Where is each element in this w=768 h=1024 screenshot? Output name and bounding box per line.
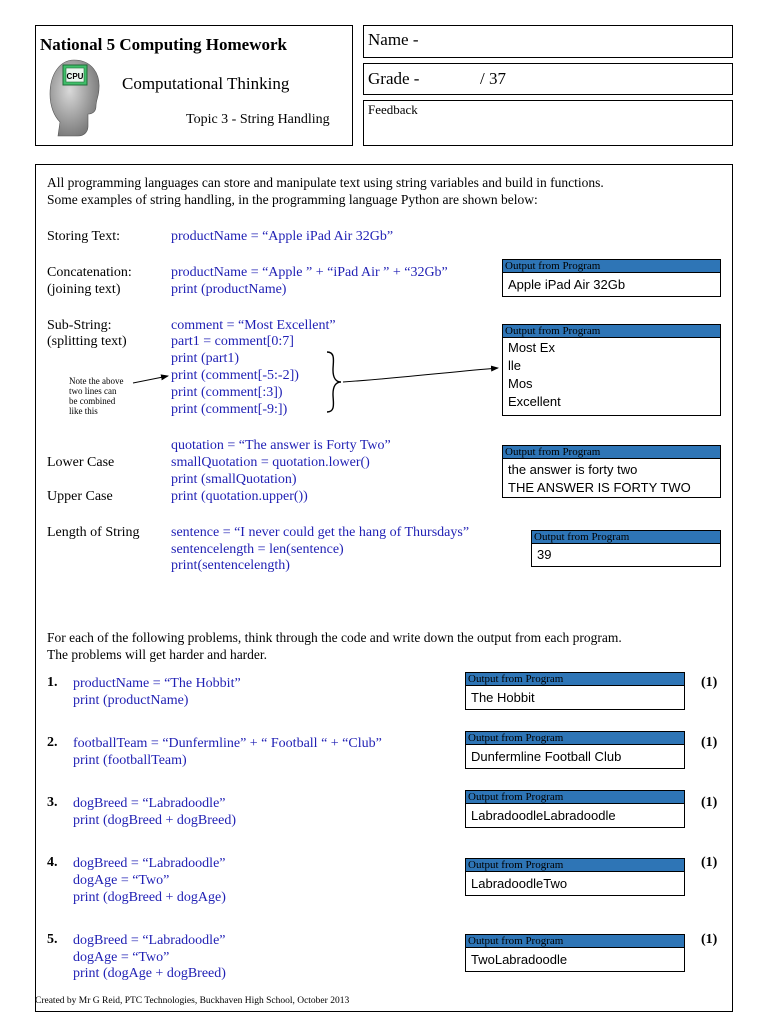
page-subtitle: Computational Thinking: [122, 74, 290, 93]
output-line: the answer is forty two: [508, 462, 638, 477]
problem-answer: Dunfermline Football Club: [471, 749, 622, 764]
output-header: Output from Program: [466, 732, 684, 745]
output-header: Output from Program: [466, 791, 684, 804]
problem-code-line: dogBreed = “Labradoodle”: [73, 856, 226, 871]
output-line: Excellent: [508, 394, 561, 409]
problems-intro-2: The problems will get harder and harder.: [47, 647, 268, 662]
note-line: be combined: [69, 396, 116, 406]
case-code-line: print (smallQuotation): [171, 472, 297, 487]
problem-marks: (1): [701, 855, 718, 870]
problem-code-line: dogAge = “Two”: [73, 950, 170, 965]
output-header: Output from Program: [503, 260, 720, 273]
case-code-line: quotation = “The answer is Forty Two”: [171, 438, 391, 453]
substring-code-line: print (comment[-5:-2]): [171, 368, 299, 383]
note-arrow: [133, 376, 168, 383]
problem-code-line: print (dogBreed + dogAge): [73, 890, 226, 905]
note-line: like this: [69, 406, 98, 416]
case-output-box: [502, 445, 721, 498]
substring-output-box: [502, 324, 721, 416]
length-code-line: sentence = “I never could get the hang of Thursdays”: [171, 525, 470, 540]
substring-code-line: print (comment[:3]): [171, 385, 283, 400]
topic-label: Topic 3 - String Handling: [186, 112, 330, 127]
output-header: Output from Program: [503, 446, 720, 459]
output-header: Output from Program: [503, 325, 720, 338]
length-label: Length of String: [47, 525, 140, 540]
intro-line-2: Some examples of string handling, in the programming language Python are shown below:: [47, 192, 538, 207]
output-header: Output from Program: [466, 859, 684, 872]
note-line: two lines can: [69, 386, 117, 396]
brace-icon: [327, 352, 341, 412]
problem-marks: (1): [701, 735, 718, 750]
problem-number: 4.: [47, 855, 58, 870]
cpu-label: CPU: [66, 72, 84, 81]
note-line: Note the above: [69, 376, 124, 386]
problem-answer: LabradoodleTwo: [471, 876, 568, 891]
substring-label: Sub-String:: [47, 318, 112, 333]
problem-answer-box[interactable]: [465, 672, 685, 710]
problem-code-line: dogBreed = “Labradoodle”: [73, 933, 226, 948]
substring-code-line: comment = “Most Excellent”: [171, 318, 336, 333]
length-code-line: sentencelength = len(sentence): [171, 542, 344, 557]
page-title: National 5 Computing Homework: [40, 35, 287, 54]
problem-marks: (1): [701, 795, 718, 810]
output-header: Output from Program: [532, 531, 720, 544]
problem-marks: (1): [701, 932, 718, 947]
length-code-line: print(sentencelength): [171, 558, 290, 573]
problem-answer-box[interactable]: [465, 858, 685, 896]
output-line: lle: [508, 358, 522, 373]
grade-label: Grade -: [368, 69, 420, 88]
problem-code-line: productName = “The Hobbit”: [73, 676, 241, 691]
output-line: THE ANSWER IS FORTY TWO: [508, 480, 691, 495]
problem-answer: The Hobbit: [471, 690, 535, 705]
substring-label-sub: (splitting text): [47, 334, 127, 349]
problems-intro-1: For each of the following problems, think through the code and write down the output from each program.: [47, 630, 622, 645]
name-label: Name -: [368, 30, 419, 49]
upper-case-label: Upper Case: [47, 489, 113, 504]
output-line: Most Ex: [508, 340, 555, 355]
problem-answer: TwoLabradoodle: [471, 952, 568, 967]
problem-code-line: dogAge = “Two”: [73, 873, 170, 888]
length-output-box: [531, 530, 721, 567]
problem-number: 5.: [47, 932, 58, 947]
problem-answer-box[interactable]: [465, 934, 685, 972]
substring-code-line: print (part1): [171, 351, 240, 366]
problem-answer-box[interactable]: [465, 731, 685, 769]
grade-total: / 37: [480, 69, 506, 88]
problem-answer-box[interactable]: [465, 790, 685, 828]
storing-label: Storing Text:: [47, 229, 121, 244]
problem-code-line: print (footballTeam): [73, 753, 187, 768]
footer-credit: Created by Mr G Reid, PTC Technologies, Buckhaven High School, October 2013: [35, 996, 350, 1006]
problem-number: 2.: [47, 735, 58, 750]
problem-number: 1.: [47, 675, 58, 690]
output-header: Output from Program: [466, 673, 684, 686]
output-line: Apple iPad Air 32Gb: [508, 277, 626, 292]
problem-code-line: print (dogAge + dogBreed): [73, 966, 226, 981]
case-code-line: smallQuotation = quotation.lower(): [171, 455, 370, 470]
lower-case-label: Lower Case: [47, 455, 115, 470]
storing-code: productName = “Apple iPad Air 32Gb”: [171, 229, 394, 244]
output-arrow: [343, 368, 498, 382]
output-header: Output from Program: [466, 935, 684, 948]
problem-code-line: print (dogBreed + dogBreed): [73, 813, 237, 828]
feedback-label: Feedback: [368, 102, 418, 117]
problem-marks: (1): [701, 675, 718, 690]
problem-code-line: dogBreed = “Labradoodle”: [73, 796, 226, 811]
problem-answer: LabradoodleLabradoodle: [471, 808, 616, 823]
substring-code-line: part1 = comment[0:7]: [171, 334, 294, 349]
substring-code-line: print (comment[-9:]): [171, 402, 288, 417]
problem-number: 3.: [47, 795, 58, 810]
concat-code-line: print (productName): [171, 282, 287, 297]
output-line: 39: [537, 547, 552, 562]
concat-label: Concatenation:: [47, 265, 132, 280]
problem-code-line: print (productName): [73, 693, 189, 708]
intro-line-1: All programming languages can store and manipulate text using string variables and build in functions.: [47, 175, 604, 190]
concat-code-line: productName = “Apple ” + “iPad Air ” + “32Gb”: [171, 265, 448, 280]
output-line: Mos: [508, 376, 533, 391]
concat-label-sub: (joining text): [47, 282, 121, 297]
case-code-line: print (quotation.upper()): [171, 489, 308, 504]
problem-code-line: footballTeam = “Dunfermline” + “ Football “ + “Club”: [73, 736, 382, 751]
